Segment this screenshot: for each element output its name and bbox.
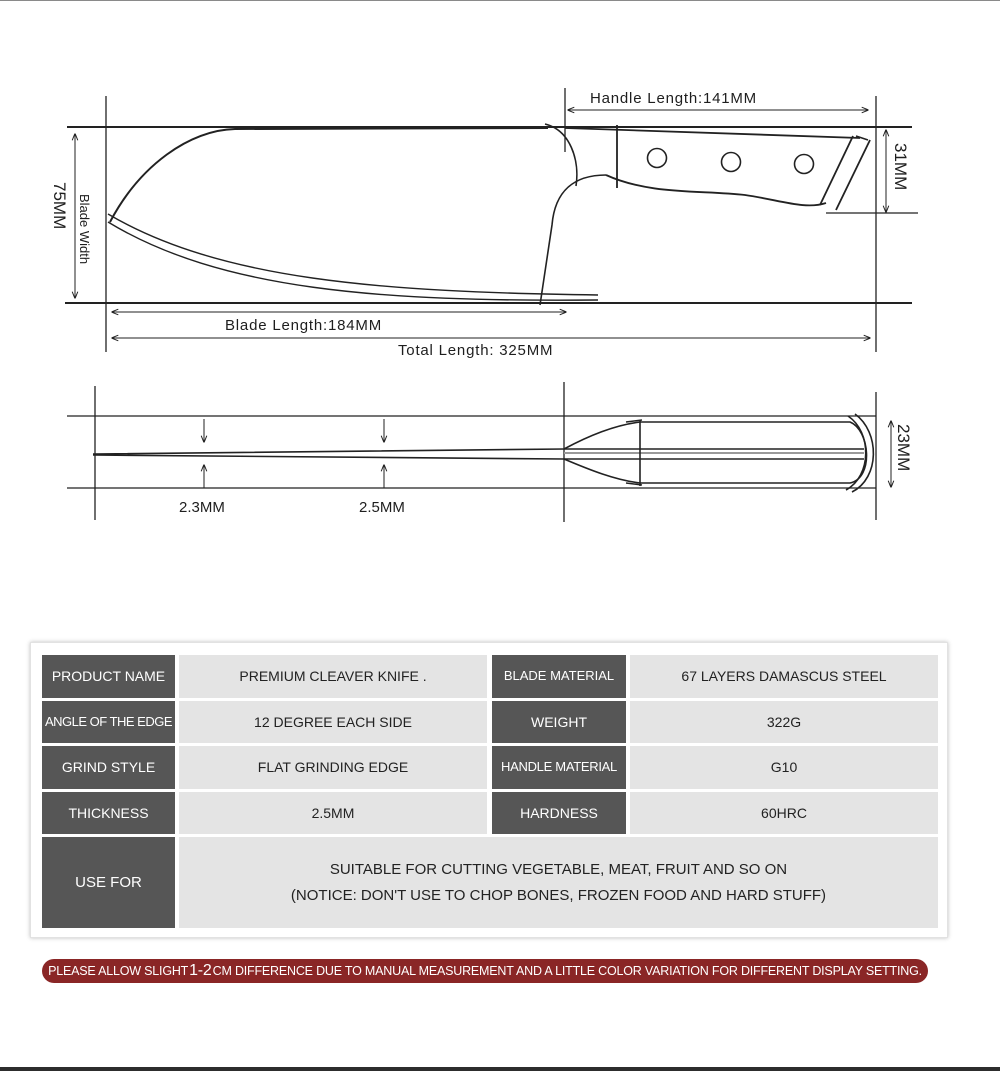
bottom-divider	[0, 1067, 1000, 1071]
spec-value: PREMIUM CLEAVER KNIFE .	[179, 655, 487, 698]
spec-value: 322G	[630, 701, 938, 743]
spec-value: 2.5MM	[179, 792, 487, 834]
blade-width-value-label: 75MM	[50, 182, 69, 230]
use-for-line: SUITABLE FOR CUTTING VEGETABLE, MEAT, FRUIT AND SO ON	[329, 861, 788, 879]
spec-label: PRODUCT NAME	[42, 655, 175, 698]
thickness-mid-label: 2.5MM	[359, 499, 405, 516]
handle-thickness-label: 23MM	[894, 424, 913, 472]
use-for-value	[179, 837, 938, 928]
notice-prefix: PLEASE ALLOW SLIGHT	[48, 964, 189, 978]
spec-label: THICKNESS	[42, 792, 175, 834]
spec-value: 60HRC	[630, 792, 938, 834]
spec-value: G10	[630, 746, 938, 789]
side-view	[65, 88, 918, 352]
use-for-notice: (NOTICE: DON'T USE TO CHOP BONES, FROZEN FOOD AND HARD STUFF)	[290, 886, 827, 904]
thickness-tip-label: 2.3MM	[179, 499, 225, 516]
blade-width-label: Blade Width	[77, 194, 92, 265]
measurement-notice-banner	[42, 959, 928, 983]
handle-height-label: 31MM	[891, 143, 910, 191]
spec-label: BLADE MATERIAL	[492, 655, 626, 698]
spec-value: FLAT GRINDING EDGE	[179, 746, 487, 789]
spec-table	[30, 642, 948, 938]
spec-value: 67 LAYERS DAMASCUS STEEL	[630, 655, 938, 698]
notice-suffix: CM DIFFERENCE DUE TO MANUAL MEASUREMENT AND A LITTLE COLOR VARIATION FOR DIFFERENT DISPLAY SETTING.	[212, 964, 922, 978]
blade-length-label: Blade Length:184MM	[225, 317, 382, 334]
side-view-labels	[50, 90, 910, 359]
spec-label: HANDLE MATERIAL	[492, 746, 626, 789]
total-length-label: Total Length: 325MM	[398, 342, 554, 359]
spec-label: GRIND STYLE	[42, 746, 175, 789]
spec-label: WEIGHT	[492, 701, 626, 743]
spec-label: ANGLE OF THE EDGE	[42, 701, 175, 743]
top-view-labels	[179, 424, 913, 516]
handle-length-label: Handle Length:141MM	[590, 90, 757, 107]
spec-value: 12 DEGREE EACH SIDE	[179, 701, 487, 743]
use-for-label: USE FOR	[42, 837, 175, 928]
notice-highlight: 1-2	[189, 962, 212, 979]
spec-label: HARDNESS	[492, 792, 626, 834]
